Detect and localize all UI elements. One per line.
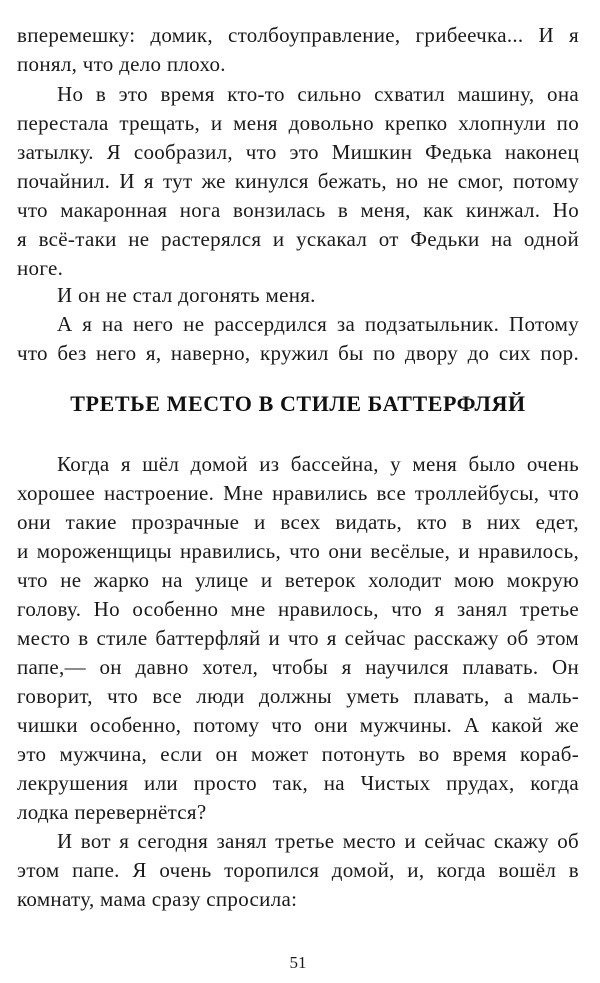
text-line: папе,— он давно хотел, чтобы я научился плавать. Он [17,655,579,679]
text-line-paragraph-start: Когда я шёл домой из бассейна, у меня было очень [57,452,579,476]
text-line: лекрушения или просто так, на Чистых прудах, когда [17,771,579,795]
text-line: говорит, что все люди должны уметь плавать, а маль- [17,684,579,708]
text-line: что не жарко на улице и ветерок холодит мою мокрую [17,568,579,592]
text-line-paragraph-start: А я на него не рассердился за подзатыльник. Потому [57,312,579,336]
page-number: 51 [289,953,307,972]
text-line-paragraph-start: И он не стал догонять меня. [57,283,316,307]
text-line: почайнил. И я тут же кинулся бежать, но не смог, потому [17,169,579,193]
text-line: я всё-таки не растерялся и ускакал от Федьки на одной [17,227,579,251]
text-line: затылку. Я сообразил, что это Мишкин Федька наконец [17,140,579,164]
text-line: голову. Но особенно мне нравилось, что я занял третье [17,597,579,621]
text-line: они такие прозрачные и всех видать, кто в них едет, [17,510,579,534]
text-line: перестала трещать, и меня довольно крепко хлопнули по [17,111,579,135]
text-line: понял, что дело плохо. [17,52,226,76]
text-line: что без него я, наверно, кружил бы по двору до сих пор. [17,341,579,365]
text-line: вперемешку: домик, столбоуправление, грибеечка... И я [17,23,579,47]
text-line: ноге. [17,256,64,280]
text-line-paragraph-start: Но в это время кто-то сильно схватил машину, она [57,82,579,106]
text-line: и мороженщицы нравились, что они весёлые, и нравилось, [17,539,579,563]
text-line: хорошее настроение. Мне нравились все троллейбусы, что [17,481,579,505]
text-line: комнату, мама сразу спросила: [17,887,298,911]
text-line: место в стиле баттерфляй и что я сейчас расскажу об этом [17,626,579,650]
text-line: этом папе. Я очень торопился домой, и, когда вошёл в [17,858,579,882]
text-line: чишки особенно, потому что они мужчины. А какой же [17,713,579,737]
text-line: лодка перевернётся? [17,800,207,824]
section-title: ТРЕТЬЕ МЕСТО В СТИЛЕ БАТТЕРФЛЯЙ [70,391,526,416]
text-line-paragraph-start: И вот я сегодня занял третье место и сейчас скажу об [57,829,579,853]
text-line: что макаронная нога вонзилась в меня, как кинжал. Но [17,198,579,222]
text-line: это мужчина, если он может потонуть во время кораб- [17,742,579,766]
